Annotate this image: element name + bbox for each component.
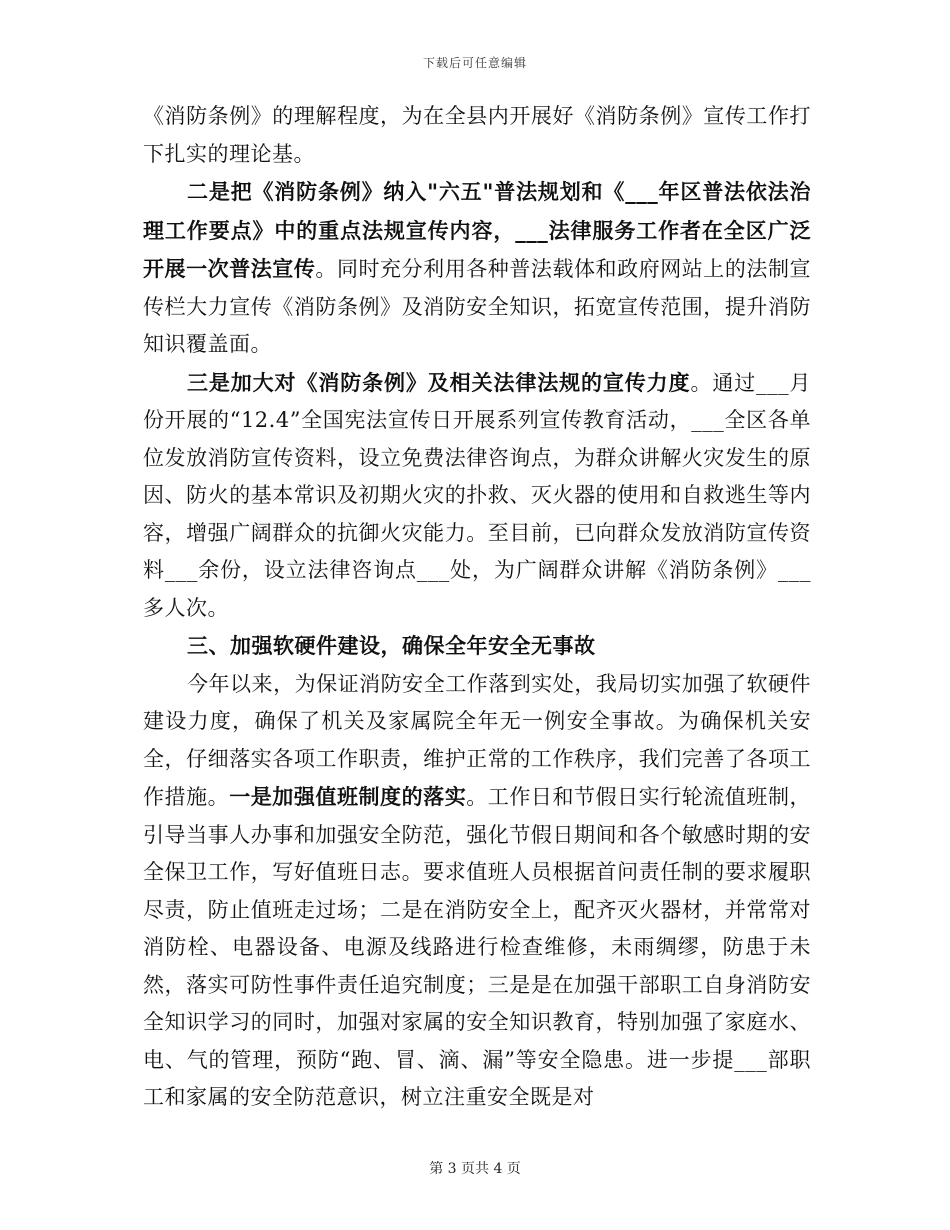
paragraph-continuation	[143, 98, 811, 173]
paragraph-lead: 三是加大对《消防条例》及相关法律法规的宣传力度	[187, 369, 691, 395]
paragraph-section-body	[143, 666, 811, 1117]
document-body	[143, 98, 811, 1117]
paragraph-text: 。同时充分利用各种普法载体和政府网站上的法制宣传栏大力宣传《消防条例》及消防安全知识，拓宽宣传范围，提升消防知识覆盖面。	[143, 257, 812, 356]
paragraph-lead: 二是把《消防条例》纳入"六五"普法规划和《___年区普法依法治理工作要点》中的重点法规宣传内容，___法律服务工作者在全区广泛开展一次普法宣传	[143, 179, 811, 281]
page-number: 第 3 页共 4 页	[429, 1161, 521, 1177]
section-heading	[143, 627, 811, 666]
paragraph-text: 今年以来，为保证消防安全工作落到实处，我局切实加强了软硬件建设力度，确保了机关及家属院全年无一例安全事故。为确保机关安全，仔细落实各项工作职责，维护正常的工作秩序，我们完善了各项工作措施。	[143, 671, 811, 809]
paragraph-lead: 一是加强值班制度的落实	[229, 784, 467, 809]
paragraph-item-two	[143, 173, 811, 364]
paragraph-text: 。通过___月份开展的“12.4”全国宪法宣传日开展系列宣传教育活动，___全区各单位发放消防宣传资料，设立免费法律咨询点，为群众讲解火灾发生的原因、防火的基本常识及初期火灾的扑救、灭火器的使用和自救逃生等内容，增强广阔群众的抗御火灾能力。至目前，已向群众发放消防宣传资料___余份，设立法律咨询点___处，为广阔群众讲解《消防条例》___多人次。	[143, 370, 812, 620]
section-heading-text: 三、加强软硬件建设，确保全年安全无事故	[187, 633, 596, 658]
paragraph-text: 《消防条例》的理解程度，为在全县内开展好《消防条例》宣传工作打下扎实的理论基。	[143, 104, 811, 166]
paragraph-item-three	[143, 364, 811, 628]
paragraph-text: 。工作日和节假日实行轮流值班制，引导当事人办事和加强安全防范，强化节假日期间和各个敏感时期的安全保卫工作，写好值班日志。要求值班人员根据首问责任制的要求履职尽责，防止值班走过场；二是在消防安全上，配齐灭火器材，并常常对消防栓、电器设备、电源及线路进行检查维修，未雨绸缪，防患于未然，落实可防性事件责任追究制度；三是是在加强干部职工自身消防安全知识学习的同时，加强对家属的安全知识教育，特别加强了家庭水、电、气的管理，预防“跑、冒、滴、漏”等安全隐患。进一步提___部职工和家属的安全防范意识，树立注重安全既是对	[143, 785, 812, 1109]
page-header-note: 下载后可任意编辑	[422, 56, 527, 70]
